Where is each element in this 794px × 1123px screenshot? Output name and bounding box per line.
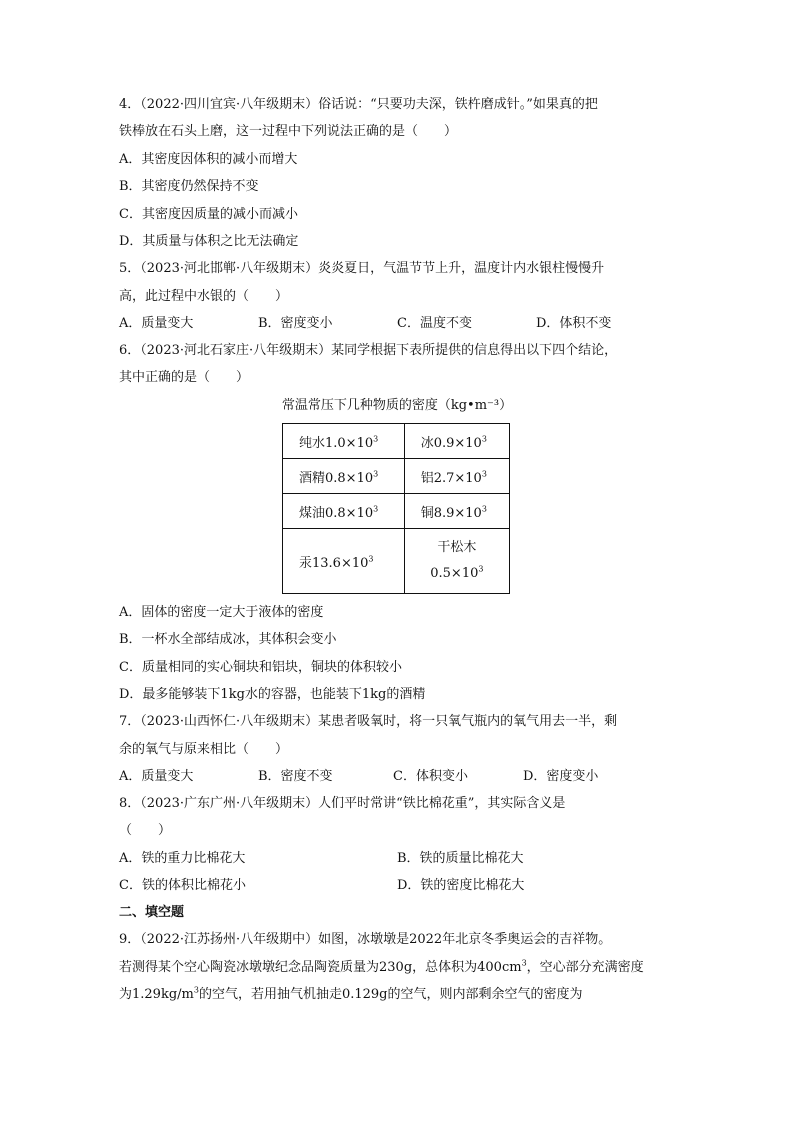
q4-stem-line1: 4．（2022·四川宜宾·八年级期末）俗话说：“只要功夫深，铁杵磨成针。”如果真的把	[119, 97, 598, 112]
q4-option-c: C．其密度因质量的减小而减小	[119, 207, 298, 222]
q5-option-c: C．温度不变	[397, 316, 472, 331]
table-cell: 干松木 $0.5\times 10^3$	[404, 529, 509, 594]
q6-option-a: A．固体的密度一定大于液体的密度	[119, 605, 324, 620]
q7-option-a: A．质量变大	[119, 769, 194, 784]
q5-option-a: A．质量变大	[119, 316, 194, 331]
q4-stem-line2: 铁棒放在石头上磨，这一过程中下列说法正确的是（ ）	[119, 124, 458, 139]
q7-stem-line2: 余的氧气与原来相比（ ）	[119, 742, 289, 757]
q7-option-b: B．密度不变	[258, 769, 333, 784]
table-row	[283, 494, 510, 529]
q8-option-a: A．铁的重力比棉花大	[119, 851, 246, 866]
q7-option-c: C．体积变小	[393, 769, 468, 784]
q9-stem-line2: 若测得某个空心陶瓷冰墩墩纪念品陶瓷质量为230g，总体积为$400cm^3$，空心部分充满密度	[119, 958, 644, 975]
density-table-caption: 常温常压下几种物质的密度（kg•m⁻³）	[281, 398, 513, 413]
q6-option-c: C．质量相同的实心铜块和铝块，铜块的体积较小	[119, 660, 402, 675]
q6-stem-line2: 其中正确的是（ ）	[119, 370, 250, 385]
section-heading-fill-blank: 二、填空题	[119, 905, 185, 920]
q9-stem-line1: 9．（2022·江苏扬州·八年级期中）如图，冰墩墩是2022年北京冬季奥运会的吉祥物。	[119, 932, 612, 947]
table-cell: 煤油$0.8\times 10^3$	[283, 494, 405, 529]
table-cell: 酒精$0.8\times 10^3$	[283, 459, 405, 494]
density-table	[282, 423, 510, 594]
table-row	[283, 424, 510, 459]
q8-stem-line1: 8．（2023·广东广州·八年级期末）人们平时常讲“铁比棉花重”，其实际含义是	[119, 796, 566, 811]
q5-option-d: D．体积不变	[536, 316, 612, 331]
q4-option-d: D．其质量与体积之比无法确定	[119, 234, 299, 249]
table-cell: 汞$13.6\times 10^3$	[283, 529, 405, 594]
q9-stem-line3: 为$1.29kg/m^3$的空气，若用抽气机抽走0.129g的空气，则内部剩余空气的密度为	[119, 985, 583, 1002]
q4-option-b: B．其密度仍然保持不变	[119, 179, 259, 194]
q4-option-a: A．其密度因体积的减小而增大	[119, 152, 298, 167]
table-row	[283, 459, 510, 494]
table-cell: 铜$8.9\times 10^3$	[404, 494, 509, 529]
q8-option-b: B．铁的质量比棉花大	[397, 851, 524, 866]
table-cell: 纯水$1.0\times 10^3$	[283, 424, 405, 459]
table-row	[283, 529, 510, 594]
q8-option-c: C．铁的体积比棉花小	[119, 878, 246, 893]
q5-stem-line2: 高，此过程中水银的（ ）	[119, 289, 289, 304]
q8-option-d: D．铁的密度比棉花大	[397, 878, 525, 893]
q8-stem-line2: （ ）	[119, 823, 172, 838]
table-cell: 铝$2.7\times 10^3$	[404, 459, 509, 494]
q5-option-b: B．密度变小	[258, 316, 333, 331]
table-cell: 冰$0.9\times 10^3$	[404, 424, 509, 459]
q7-stem-line1: 7．（2023·山西怀仁·八年级期末）某患者吸氧时，将一只氧气瓶内的氧气用去一半，剩	[119, 714, 618, 729]
q7-option-d: D．密度变小	[523, 769, 599, 784]
q6-stem-line1: 6．（2023·河北石家庄·八年级期末）某同学根据下表所提供的信息得出以下四个结论，	[119, 343, 618, 358]
q6-option-b: B．一杯水全部结成冰，其体积会变小	[119, 632, 337, 647]
q6-option-d: D．最多能够装下1kg水的容器，也能装下1kg的酒精	[119, 687, 426, 702]
q5-stem-line1: 5．（2023·河北邯郸·八年级期末）炎炎夏日，气温节节上升，温度计内水银柱慢慢升	[119, 261, 605, 276]
